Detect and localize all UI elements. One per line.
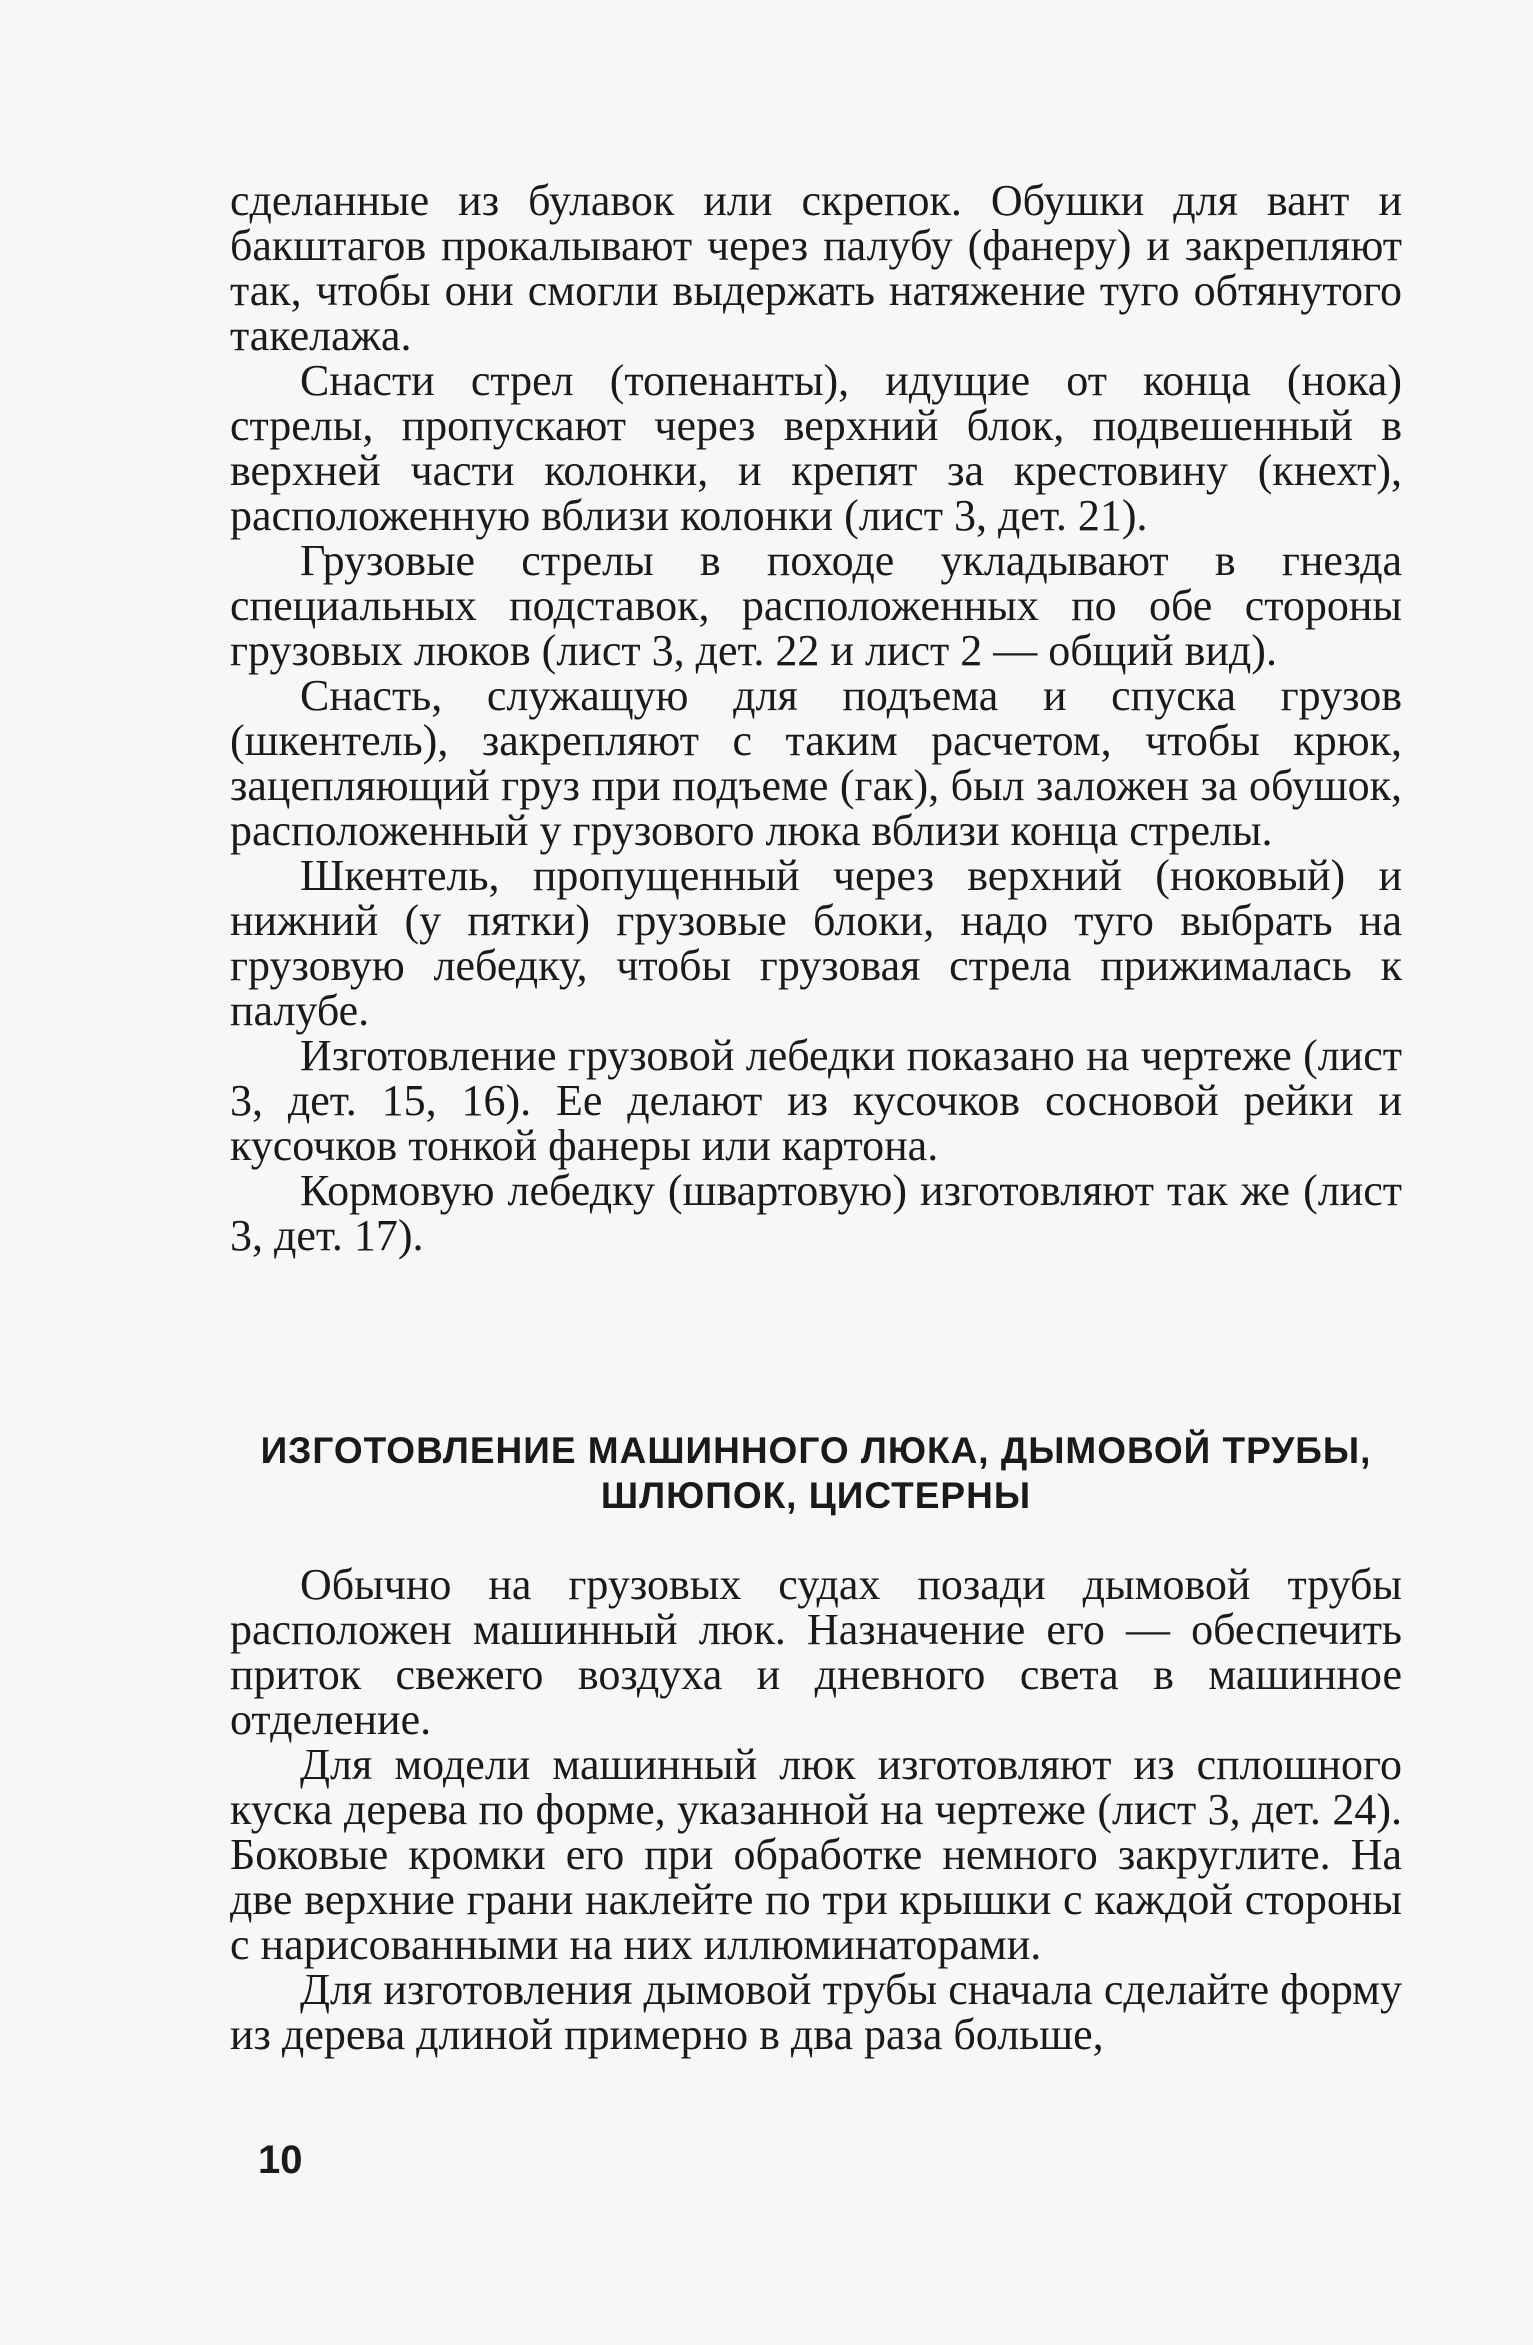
page-text-top (230, 178, 1402, 1258)
paragraph-continuation: сделанные из булавок или скрепок. Обушки для вант и бакштагов прокалывают через палубу (фанеру) и закрепляют так, чтобы они смогли выдержать натяжение туго обтянутого такелажа. (230, 176, 1402, 360)
section-text (230, 1562, 1402, 2057)
paragraph-funnel-making: Для изготовления дымовой трубы сначала сделайте форму из дерева длиной примерно в два раза больше, (230, 1965, 1402, 2059)
paragraph-runner-winch: Шкентель, пропущенный через верхний (ноковый) и нижний (у пятки) грузовые блоки, надо туго выбрать на грузовую лебедку, чтобы грузовая стрела прижималась к палубе. (230, 851, 1402, 1035)
section-heading (230, 1428, 1402, 1518)
paragraph-hatch-making: Для модели машинный люк изготовляют из сплошного куска дерева по форме, указанной на чертеже (лист 3, дет. 24). Боковые кромки его при обработке немного закруглите. На две верхние грани наклейте по три крышки с каждой стороны с нарисованными на них иллюминаторами. (230, 1740, 1402, 1969)
paragraph-winch-making: Изготовление грузовой лебедки показано на чертеже (лист 3, дет. 15, 16). Ее делают из кусочков сосновой рейки и кусочков тонкой фанеры или картона. (230, 1031, 1402, 1170)
section-heading-line-1: ИЗГОТОВЛЕНИЕ МАШИННОГО ЛЮКА, ДЫМОВОЙ ТРУБЫ, (260, 1430, 1372, 1471)
paragraph-boom-rigging: Снасти стрел (топенанты), идущие от конца (нока) стрелы, пропускают через верхний блок, подвешенный в верхней части колонки, и крепят за крестовину (кнехт), расположенную вблизи колонки (лист 3, дет. 21). (230, 356, 1402, 540)
paragraph-cargo-booms: Грузовые стрелы в походе укладывают в гнезда специальных подставок, расположенных по обе стороны грузовых люков (лист 3, дет. 22 и лист 2 — общий вид). (230, 536, 1402, 675)
section-heading-line-2: ШЛЮПОК, ЦИСТЕРНЫ (600, 1475, 1032, 1516)
paragraph-cargo-runner: Снасть, служащую для подъема и спуска грузов (шкентель), закрепляют с таким расчетом, чтобы крюк, зацепляющий груз при подъеме (гак), был заложен за обушок, расположенный у грузового люка вблизи конца стрелы. (230, 671, 1402, 855)
paragraph-engine-hatch: Обычно на грузовых судах позади дымовой трубы расположен машинный люк. Назначение его — обеспечить приток свежего воздуха и дневного света в машинное отделение. (230, 1560, 1402, 1744)
paragraph-stern-winch: Кормовую лебедку (швартовую) изготовляют так же (лист 3, дет. 17). (230, 1166, 1402, 1260)
page-number: 10 (258, 2138, 303, 2182)
